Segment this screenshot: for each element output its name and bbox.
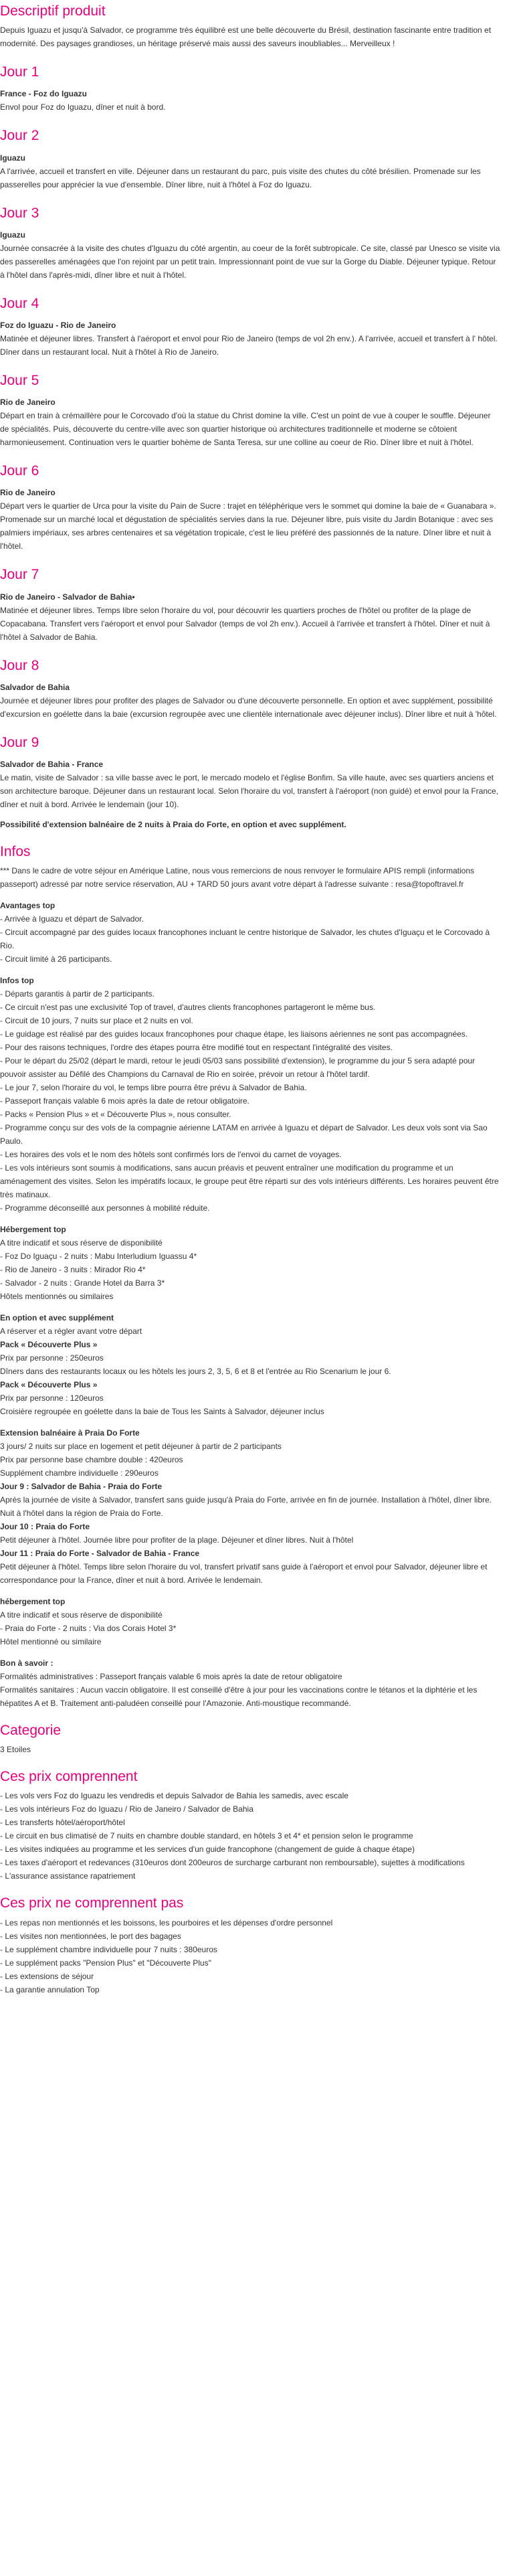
extension-note: Possibilité d'extension balnéaire de 2 nuits à Praia do Forte, en option et avec supplément. [0,819,346,829]
list-item: - Les visites indiquées au programme et les services d'un guide francophone (changement de guide à chaque étape) [0,1844,415,1855]
day-subtitle: Iguazu [0,153,25,163]
avantages-list [0,912,500,966]
day-subtitle: Salvador de Bahia [0,682,70,692]
categorie-section [0,1722,500,1756]
day-heading: Jour 1 [0,64,39,80]
pack-title: Pack « Découverte Plus » [0,1380,98,1390]
extension-title: Extension balnéaire à Praia Do Forte [0,1428,140,1438]
list-item: - Le guidage est réalisé par des guides locaux francophones pour chaque étape, les liaisons aériennes ne sont pas accompagnées. [0,1029,468,1039]
day-heading: Jour 6 [0,463,39,479]
hebergement-extension-list [0,1608,500,1648]
list-item: - Pour des raisons techniques, l'ordre des étapes pourra être modifié tout en respectant l'intégralité des visites. [0,1043,393,1053]
pack-description: Dîners dans des restaurants locaux ou les hôtels les jours 2, 3, 5, 6 et 8 et l'entrée au Rio Scenarium le jour 6. [0,1367,391,1377]
extension-list [0,1440,500,1480]
day-subtitle: Iguazu [0,230,25,240]
extension-day-title: Jour 9 : Salvador de Bahia - Praia do Forte [0,1482,163,1492]
hebergement-list [0,1236,500,1303]
list-item: Formalités administratives : Passeport français valable 6 mois après la date de retour obligatoire [0,1672,342,1682]
day-subtitle: France - Foz do Iguazu [0,89,88,99]
list-item: - Le supplément packs "Pension Plus" et "Découverte Plus" [0,1958,211,1968]
day-text: Journée consacrée à la visite des chutes d'Iguazu du côté argentin, au coeur de la forêt subtropicale. Ce site, classé par Unesco se visite via des passerelles aménagées que l'on rejoint par un petit train. Impressionnant point de vue sur la Gorge du Diable. Déjeuner typique. Retour à l'hôtel dans l'après-midi, dîner libre et nuit à l'hôtel. [0,243,500,280]
list-item: - Les extensions de séjour [0,1971,94,1981]
description-intro: Depuis Iguazu et jusqu'à Salvador, ce programme très équilibré est une belle découverte du Brésil, destination fascinante entre tradition et modernité. Des paysages grandioses, un héritage préservé mais aussi des saveurs inoubliables... Merveilleux ! [0,25,492,49]
list-item: Supplément chambre individuelle : 290euros [0,1468,159,1478]
list-item: - Programme conçu sur des vols de la compagnie aérienne LATAM en arrivée à Iguazu et départ de Salvador. Les deux vols sont via Sao Paulo. [0,1123,488,1146]
list-item: - Le supplément chambre individuelle pour 7 nuits : 380euros [0,1944,217,1954]
list-item: - Packs « Pension Plus » et « Découverte Plus », nous consulter. [0,1110,231,1120]
day-8 [0,657,500,721]
hebergement-extension-title: hébergement top [0,1597,66,1607]
extension-day-title: Jour 10 : Praia do Forte [0,1522,90,1532]
day-3 [0,205,500,282]
list-item: - Les repas non mentionnés et les boissons, les pourboires et les dépenses d'ordre personnel [0,1917,333,1927]
infos-intro: *** Dans le cadre de votre séjour en Amérique Latine, nous vous remercions de nous renvoyer le formulaire APIS rempli (informations passeport) adressé par notre service réservation, AU + TARD 50 jours avant votre départ à l'adresse suivante : resa@topoftravel.fr [0,866,475,889]
day-heading: Jour 9 [0,734,39,750]
list-item: - Les taxes d'aéroport et redevances (310euros dont 200euros de surcharge carburant non remboursable), sujettes à modifications [0,1858,465,1868]
extension-day-title: Jour 11 : Praia do Forte - Salvador de Bahia - France [0,1549,200,1559]
pack-description: Croisière regroupée en goélette dans la baie de Tous les Saints à Salvador, déjeuner inclus [0,1407,324,1417]
infos-heading: Infos [0,843,31,859]
list-item: Prix par personne base chambre double : 420euros [0,1455,183,1465]
day-4 [0,295,500,359]
list-item: - Circuit de 10 jours, 7 nuits sur place et 2 nuits en vol. [0,1016,193,1026]
day-text: A l'arrivée, accueil et transfert en ville. Déjeuner dans un restaurant du parc, puis visite des chutes du côté brésilien. Promenade sur les passerelles pour apprécier la vue d'ensemble. Dîner libre, nuit à l'hôtel à Foz do Iguazu. [0,166,481,189]
list-item: - Rio de Janeiro - 3 nuits : Mirador Rio 4* [0,1265,146,1275]
list-item: - Circuit limité à 26 participants. [0,954,112,964]
option-title: En option et avec supplément [0,1313,114,1323]
day-5 [0,372,500,449]
hebergement-title: Hébergement top [0,1225,66,1235]
extension-day-text: Petit déjeuner à l'hôtel. Temps libre selon l'horaire du vol, transfert privatif sans guide à l'aéroport et envol pour Salvador, déjeuner libre et correspondance pour la France, dîner et nuit à bord. Arrivée le lendemain. [0,1562,488,1585]
pack-price: Prix par personne : 120euros [0,1393,104,1403]
day-subtitle: Salvador de Bahia - France [0,759,104,769]
list-item: - Les vols intérieurs sont soumis à modifications, sans aucun préavis et peuvent entraîner une modification du programme et un aménagement des visites. Selon les impératifs locaux, le groupe peut être réparti sur des vols intérieurs différents. Les horaires peuvent être très matinaux. [0,1163,499,1200]
list-item: - Le circuit en bus climatisé de 7 nuits en chambre double standard, en hôtels 3 et 4* et pension selon le programme [0,1831,413,1841]
day-text: Matinée et déjeuner libres. Temps libre selon l'horaire du vol, pour découvrir les quartiers proches de l'hôtel ou profiter de la plage de Copacabana. Transfert vers l'aéroport et envol pour Salvador (temps de vol 2h env.). Accueil à l'arrivée et transfert à l'hôtel. Dîner et nuit à l'hôtel à Salvador de Bahia. [0,605,490,642]
list-item: - Les horaires des vols et le nom des hôtels sont confirmés lors de l'envoi du carnet de voyages. [0,1150,342,1160]
day-heading: Jour 5 [0,372,39,388]
extension-day-text: Petit déjeuner à l'hôtel. Journée libre pour profiter de la plage. Déjeuner et dîner libres. Nuit à l'hôtel [0,1535,354,1545]
list-item: - Arrivée à Iguazu et départ de Salvador. [0,914,144,924]
day-heading: Jour 8 [0,657,39,673]
description-heading: Descriptif produit [0,3,106,19]
list-item: - Programme déconseillé aux personnes à mobilité réduite. [0,1203,210,1213]
day-text: Le matin, visite de Salvador : sa ville basse avec le port, le mercado modelo et l'église Bonfim. Sa ville haute, avec ses quartiers anciens et son architecture baroque. Déjeuner dans un restaurant local. Selon l'horaire du vol, transfert à l'aéroport (non guidé) et envol pour la France, dîner et nuit à bord. Arrivée le lendemain (jour 10). [0,772,499,809]
list-item: Hôtels mentionnés ou similaires [0,1292,114,1302]
day-text: Départ vers le quartier de Urca pour la visite du Pain de Sucre : trajet en téléphérique vers le sommet qui domine la baie de « Guanabara ». Promenade sur un marché local et dégustation de spécialités servies dans la rue. Déjeuner libre, puis visite du Jardin Botanique : avec ses palmiers impériaux, ses arbres centenaires et sa végétation tropicale, c'est le lieu préféré des passionnés de la nature. Dîner libre et nuit à l'hôtel. [0,501,496,551]
day-2 [0,127,500,191]
bon-a-savoir-title: Bon à savoir : [0,1658,54,1668]
categorie-heading: Categorie [0,1723,62,1739]
list-item: - Passeport français valable 6 mois après la date de retour obligatoire. [0,1096,249,1106]
list-item: - Pour le départ du 25/02 (départ le mardi, retour le jeudi 05/03 sans possibilité d'extension), le programme du jour 5 sera adapté pour pouvoir assister au Défilé des Champions du Carnaval de Rio en soirée, prévoir un retour à l'hôtel tardif. [0,1056,476,1080]
comprend-section [0,1768,500,1883]
list-item: - L'assurance assistance rapatriement [0,1871,136,1881]
infos-top-list [0,987,500,1215]
list-item: - Les transferts hôtel/aéroport/hôtel [0,1818,125,1828]
comprend-list [0,1789,500,1883]
day-subtitle: Rio de Janeiro [0,488,56,498]
day-subtitle: Foz do Iguazu - Rio de Janeiro [0,320,116,330]
day-text: Matinée et déjeuner libres. Transfert à l'aéroport et envol pour Rio de Janeiro (temps de vol 2h env.). A l'arrivée, accueil et transfert à l' hôtel. Dîner dans un restaurant local. Nuit à l'hôtel à Rio de Janeiro. [0,333,498,357]
day-heading: Jour 7 [0,567,39,583]
option-intro: A réserver et a régler avant votre départ [0,1326,142,1337]
days-list [0,64,500,831]
comprend-heading: Ces prix comprennent [0,1769,138,1785]
list-item: - Salvador - 2 nuits : Grande Hotel da Barra 3* [0,1278,165,1288]
day-text: Journée et déjeuner libres pour profiter des plages de Salvador ou d'une découverte personnelle. En option et avec supplément, possibilité d'excursion en goélette dans la baie (excursion regroupée avec une clientèle internationale avec déjeuner inclus). Dîner libre et nuit à 'hôtel. [0,695,497,719]
categorie-value: 3 Etoiles [0,1745,31,1755]
avantages-title: Avantages top [0,901,56,911]
day-heading: Jour 3 [0,205,39,221]
list-item: - Les visites non mentionnées, le port des bagages [0,1931,181,1941]
list-item: - Praia do Forte - 2 nuits : Via dos Corais Hotel 3* [0,1624,177,1634]
list-item: Hôtel mentionné ou similaire [0,1637,102,1647]
day-1 [0,64,500,114]
list-item: A titre indicatif et sous réserve de disponibilité [0,1238,163,1248]
list-item: - Départs garantis à partir de 2 participants. [0,989,155,999]
pack-title: Pack « Découverte Plus » [0,1340,98,1350]
list-item: Formalités sanitaires : Aucun vaccin obligatoire. Il est conseillé d'être à jour pour les vaccinations contre le tétanos et la diphtérie et les hépatites A et B. Traitement anti-paludéen conseillé pour l'Amazonie. Anti-moustique recommandé. [0,1685,478,1709]
day-subtitle: Rio de Janeiro [0,398,56,408]
day-heading: Jour 2 [0,128,39,144]
pack-price: Prix par personne : 250euros [0,1353,104,1363]
list-item: - Circuit accompagné par des guides locaux francophones incluant le centre historique de Salvador, les chutes d'Iguaçu et le Corcovado à Rio. [0,928,490,951]
list-item: - Les vols intérieurs Foz do Iguazu / Rio de Janeiro / Salvador de Bahia [0,1804,254,1814]
day-7 [0,566,500,643]
day-text: Envol pour Foz do Iguazu, dîner et nuit à bord. [0,102,166,112]
day-heading: Jour 4 [0,295,39,311]
day-9 [0,734,500,831]
day-subtitle: Rio de Janeiro - Salvador de Bahia• [0,592,135,602]
ne-comprend-section [0,1895,500,1996]
ne-comprend-list [0,1916,500,1996]
day-text: Départ en train à crémaillère pour le Corcovado d'où la statue du Christ domine la ville. C'est un point de vue à couper le souffle. Déjeuner de spécialités. Puis, découverte du centre-ville avec son quartier historique où architectures traditionnelle et moderne se côtoient harmonieusement. Continuation vers le quartier bohème de Santa Teresa, sur une colline au coeur de Rio. Dîner libre et nuit à l'hôtel. [0,411,491,448]
extension-day-text: Après la journée de visite à Salvador, transfert sans guide jusqu'à Praia do Forte, arrivée en fin de journée. Installation à l'hôtel, dîner libre. Nuit à l'hôtel dans la région de Praia do Forte. [0,1495,492,1519]
day-6 [0,462,500,553]
list-item: - Ce circuit n'est pas une exclusivité Top of travel, d'autres clients francophones partageront le même bus. [0,1003,376,1013]
list-item: - Foz Do Iguaçu - 2 nuits : Mabu Interludium Iguassu 4* [0,1252,197,1262]
list-item: - Les vols vers Foz do Iguazu les vendredis et depuis Salvador de Bahia les samedis, avec escale [0,1791,348,1801]
list-item: A titre indicatif et sous réserve de disponibilité [0,1610,163,1620]
list-item: - Le jour 7, selon l'horaire du vol, le temps libre pourra être prévu à Salvador de Bahia. [0,1083,307,1093]
list-item: 3 jours/ 2 nuits sur place en logement et petit déjeuner à partir de 2 participants [0,1442,282,1452]
list-item: - La garantie annulation Top [0,1984,100,1994]
infos-top-title: Infos top [0,976,34,986]
ne-comprend-heading: Ces prix ne comprennent pas [0,1895,184,1911]
infos-section [0,843,500,1710]
bon-a-savoir-list [0,1670,500,1710]
